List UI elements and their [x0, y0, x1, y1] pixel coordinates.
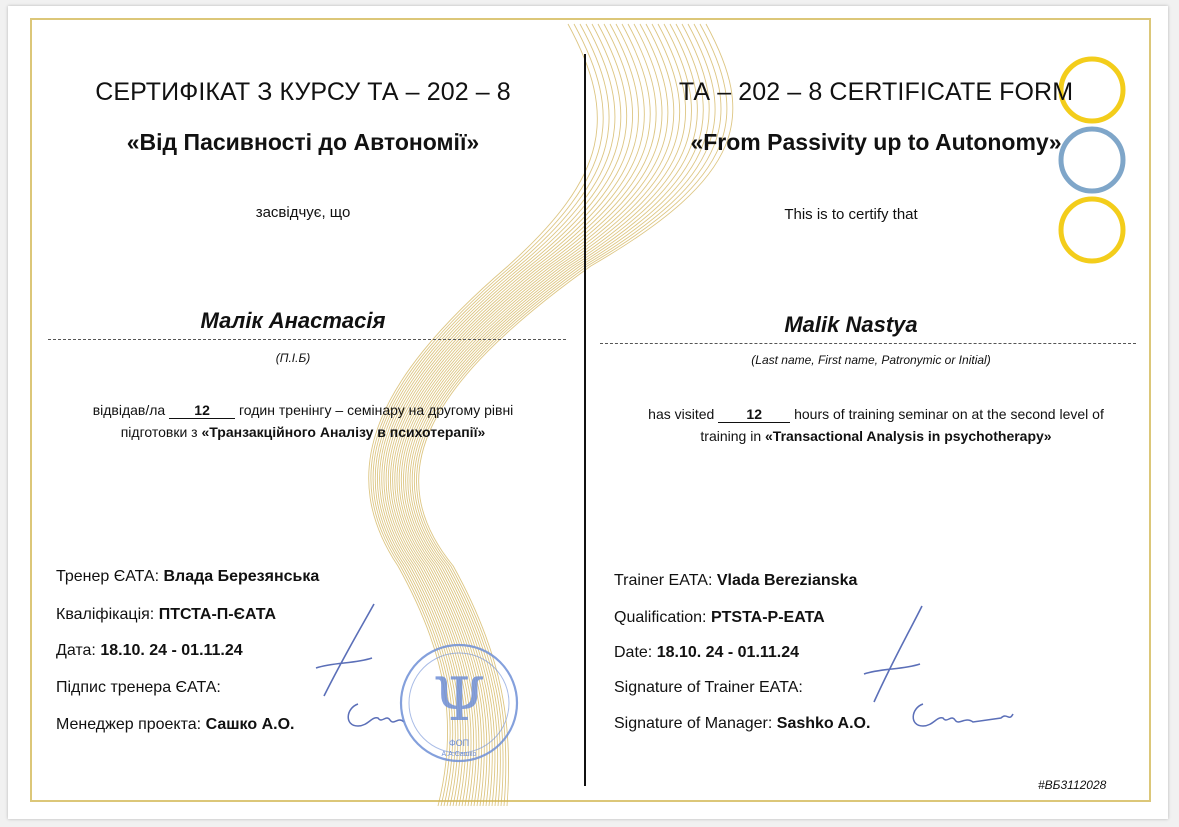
vertical-divider [584, 54, 586, 786]
left-attendance-line-1 [38, 399, 568, 421]
right-title: ТА – 202 – 8 CERTIFICATE FORM [678, 78, 1074, 106]
left-trainer-label: Тренер ЄАТА: [56, 568, 160, 585]
left-attended-label: відвідав/ла [92, 402, 166, 418]
left-subtitle: «Від Пасивності до Автономії» [126, 129, 480, 155]
left-qualification-value: ПТСТА-П-ЄАТА [158, 606, 277, 623]
left-date-value: 18.10. 24 - 01.11.24 [100, 642, 243, 659]
right-trainer-row [614, 572, 857, 590]
left-hours-value: 12 [169, 403, 235, 419]
right-manager-signature [901, 696, 1021, 736]
left-trainer-row [56, 568, 319, 586]
left-date-label: Дата: [56, 642, 96, 659]
left-training-label: підготовки з [120, 424, 198, 440]
left-title: СЕРТИФІКАТ З КУРСУ ТА – 202 – 8 [95, 78, 511, 106]
right-qualification-value: PTSTA-P-EATA [710, 609, 825, 626]
right-trainer-signature-label: Signature of Trainer EATA: [614, 679, 803, 696]
left-program-name: «Транзакційного Аналізу в психотерапії» [201, 424, 486, 440]
right-qualification-label: Qualification: [614, 609, 707, 626]
stamp-symbol: Ψ [432, 665, 486, 735]
stamp-text-line-1: ФОП [448, 738, 470, 748]
company-stamp [394, 638, 524, 768]
left-qualification-row [56, 606, 276, 624]
left-date-row [56, 642, 243, 660]
left-trainer-signature-label: Підпис тренера ЄАТА: [56, 679, 221, 696]
right-qualification-row [614, 609, 825, 627]
left-name-underline [48, 339, 566, 340]
left-certifies-text: засвідчує, що [255, 204, 351, 221]
right-date-label: Date: [614, 644, 653, 661]
left-qualification-label: Кваліфікація: [56, 606, 155, 623]
right-manager-value: Sashko A.O. [776, 715, 871, 732]
left-attendance-paragraph [38, 399, 568, 443]
stamp-text-line-2: А.А.Сашко [441, 751, 477, 758]
left-trainer-signature [304, 596, 394, 706]
right-hours-suffix: hours of training seminar on at the second level of [794, 406, 1104, 422]
left-name-caption: (П.І.Б) [275, 351, 311, 365]
right-name-underline [600, 343, 1136, 344]
right-certifies-text: This is to certify that [784, 206, 918, 223]
right-manager-row [614, 715, 870, 733]
right-name-caption: (Last name, First name, Patronymic or Initial) [751, 353, 991, 367]
left-trainer-value: Влада Березянська [163, 568, 320, 585]
left-manager-row [56, 716, 294, 734]
left-manager-value: Сашко А.О. [205, 716, 295, 733]
right-trainer-label: Trainer EATA: [614, 572, 713, 589]
serial-number: #ВБ3112028 [1038, 778, 1107, 792]
right-attendance-line-1 [606, 403, 1146, 425]
right-date-value: 18.10. 24 - 01.11.24 [656, 644, 800, 661]
right-attendance-line-2 [606, 425, 1146, 447]
certificate-sheet [8, 6, 1168, 819]
right-visited-label: has visited [648, 406, 715, 422]
right-training-label: training in [700, 428, 762, 444]
right-manager-label: Signature of Manager: [614, 715, 773, 732]
left-recipient-name: Малік Анастасія [200, 308, 386, 333]
right-trainer-signature [850, 600, 940, 710]
right-trainer-value: Vlada Berezianska [716, 572, 858, 589]
left-hours-suffix: годин тренінгу – семінару на другому рівні [238, 402, 514, 418]
right-recipient-name: Malik Nastya [784, 312, 918, 337]
left-manager-label: Менеджер проекта: [56, 716, 202, 733]
right-date-row [614, 644, 799, 662]
left-attendance-line-2 [38, 421, 568, 443]
right-program-name: «Transactional Analysis in psychotherapy» [765, 428, 1052, 444]
right-subtitle: «From Passivity up to Autonomy» [690, 129, 1062, 155]
right-attendance-paragraph [606, 403, 1146, 447]
right-hours-value: 12 [718, 407, 790, 423]
